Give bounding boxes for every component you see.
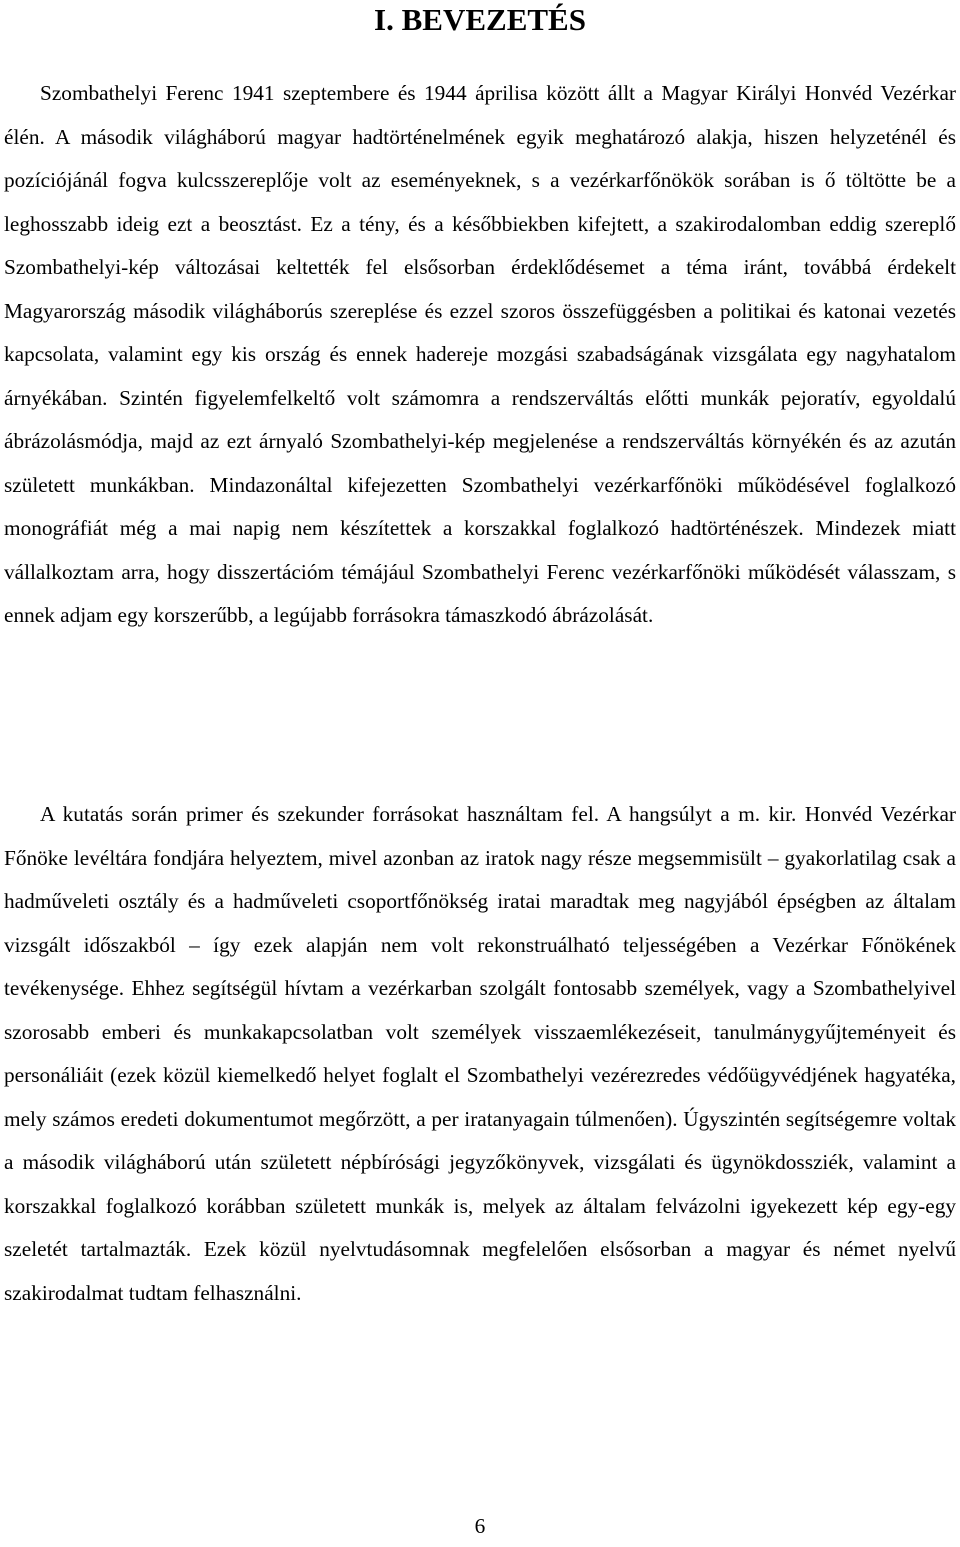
- paragraph-introduction: Szombathelyi Ferenc 1941 szeptembere és 1944 áprilisa között állt a Magyar Királyi Honvéd Vezérkar élén. A második világháború magyar hadtörténelmének egyik meghatározó alakja, hiszen helyzeténél és pozíciójánál fogva kulcsszereplője volt az eseményeknek, s a vezérkarfőnökök sorában is ő töltötte be a leghosszabb ideig ezt a beosztást. Ez a tény, és a későbbiekben kifejtett, a szakirodalomban eddig szereplő Szombathelyi-kép változásai keltették fel elsősorban érdeklődésemet a téma iránt, továbbá érdekelt Magyarország második világháborús szereplése és ezzel szoros összefüggésben a politikai és katonai vezetés kapcsolata, valamint egy kis ország és ennek hadereje mozgási szabadságának vizsgálata egy nagyhatalom árnyékában. Szintén figyelemfelkeltő volt számomra a rendszerváltás előtti munkák pejoratív, egyoldalú ábrázolásmódja, majd az ezt árnyaló Szombathelyi-kép megjelenése a rendszerváltás környékén és az azután született munkákban. Mindazonáltal kifejezetten Szombathelyi vezérkarfőnöki működésével foglalkozó monográfiát még a mai napig nem készítettek a korszakkal foglalkozó hadtörténészek. Mindezek miatt vállalkoztam arra, hogy disszertációm témájául Szombathelyi Ferenc vezérkarfőnöki működését válasszam, s ennek adjam egy korszerűbb, a legújabb forrásokra támaszkodó ábrázolását.: [4, 81, 956, 627]
- page-number: 6: [474, 1514, 486, 1538]
- chapter-heading: I. BEVEZETÉS: [374, 2, 586, 37]
- paragraph-sources: A kutatás során primer és szekunder forrásokat használtam fel. A hangsúlyt a m. kir. Honvéd Vezérkar Főnöke levéltára fondjára helyeztem, mivel azonban az iratok nagy része megsemmisült – gyakorlatilag csak a hadműveleti osztály és a hadműveleti csoportfőnökség iratai maradtak meg nagyjából épségben az általam vizsgált időszakból – így ezek alapján nem volt rekonstruálható teljességében a Vezérkar Főnökének tevékenysége. Ehhez segítségül hívtam a vezérkarban szolgált fontosabb személyek, vagy a Szombathelyivel szorosabb emberi és munkakapcsolatban volt személyek visszaemlékezéseit, tanulmánygyűjteményeit és personáliáit (ezek közül kiemelkedő helyet foglalt el Szombathelyi vezérezredes védőügyvédjének hagyatéka, mely számos eredeti dokumentumot megőrzött, a per iratanyagain túlmenően). Úgyszintén segítségemre voltak a második világháború után született népbírósági jegyzőkönyvek, vizsgálati és ügynökdossziék, valamint a korszakkal foglalkozó korábban született munkák is, melyek az általam felvázolni igyekezett kép egy-egy szeletét tartalmazták. Ezek közül nyelvtudásomnak megfelelően elsősorban a magyar és német nyelvű szakirodalmat tudtam felhasználni.: [4, 802, 956, 1305]
